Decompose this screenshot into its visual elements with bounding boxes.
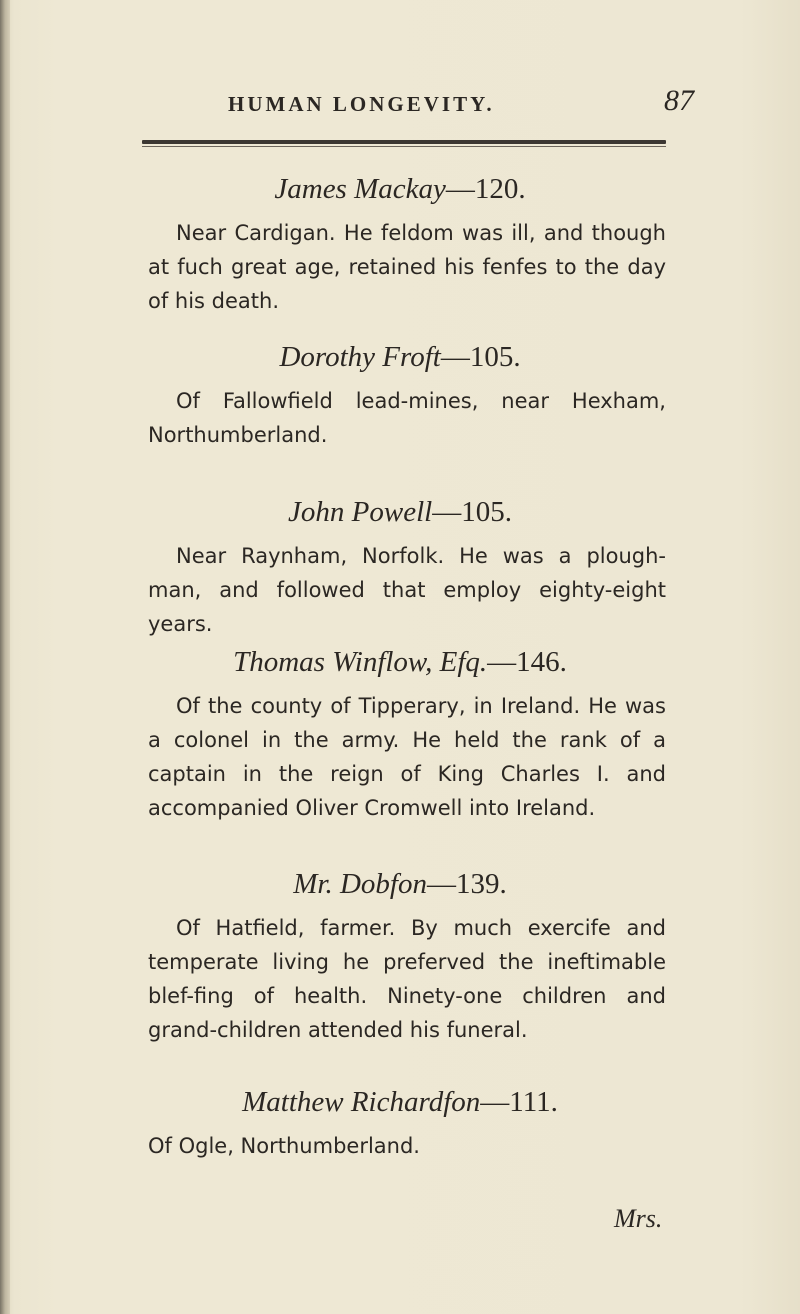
- entry-text: Of Ogle, Northumberland.: [148, 1134, 420, 1158]
- entry-name: John Powell: [288, 496, 433, 528]
- entry-heading: [0, 1081, 800, 1123]
- entry-text: Of Hatfield, farmer. By much exercife and temperate living he preferved the ineftimable blef-fing of health. Ninety-one children and grand-children attended his funeral.: [148, 916, 666, 1042]
- entry-name: Mr. Dobfon: [293, 868, 427, 900]
- entry-age: 105.: [461, 496, 512, 528]
- entry-heading: [0, 863, 800, 905]
- entry-text: Of Fallowfield lead-mines, near Hexham, Northumberland.: [148, 389, 666, 447]
- entry: [0, 641, 800, 863]
- entry-heading: [0, 641, 800, 683]
- entry-dash: —: [487, 646, 517, 678]
- catchword: Mrs.: [614, 1204, 663, 1233]
- entry-dash: —: [440, 341, 470, 373]
- entry: [0, 863, 800, 1081]
- header-rule: [142, 140, 666, 144]
- entry: [0, 336, 800, 491]
- page-number: 87: [664, 84, 694, 117]
- entry: [0, 491, 800, 641]
- entry: [0, 1081, 800, 1171]
- entry-name: James Mackay: [274, 173, 446, 205]
- entry-heading: [0, 491, 800, 533]
- entry-dash: —: [480, 1086, 510, 1118]
- entry-age: 105.: [469, 341, 521, 373]
- entry: [0, 168, 800, 336]
- entry-age: 146.: [516, 646, 567, 678]
- entry-text: Near Cardigan. He feldom was ill, and though at fuch great age, retained his fenfes to the day of his death.: [148, 221, 666, 313]
- entry-text: Near Raynham, Norfolk. He was a plough-man, and followed that employ eighty-eight years.: [148, 544, 666, 636]
- entry-text: Of the county of Tipperary, in Ireland. He was a colonel in the army. He held the rank of a captain in the reign of King Charles I. and accompanied Oliver Cromwell into Ireland.: [148, 694, 666, 820]
- entries-list: [0, 168, 800, 1171]
- entry-age: 120.: [474, 173, 526, 205]
- entry-heading: [0, 336, 800, 378]
- entry-age: 139.: [455, 868, 507, 900]
- entry-dash: —: [426, 868, 456, 900]
- entry-name: Matthew Richardfon: [242, 1086, 481, 1118]
- entry-dash: —: [445, 173, 475, 205]
- entry-heading: [0, 168, 800, 210]
- entry-dash: —: [432, 496, 462, 528]
- page-header: [228, 86, 698, 126]
- header-rule-thin: [142, 146, 666, 147]
- running-head: HUMAN LONGEVITY.: [228, 92, 495, 116]
- entry-name: Thomas Winflow, Efq.: [233, 646, 488, 678]
- entry-age: 111.: [509, 1086, 558, 1118]
- entry-name: Dorothy Froft: [279, 341, 441, 373]
